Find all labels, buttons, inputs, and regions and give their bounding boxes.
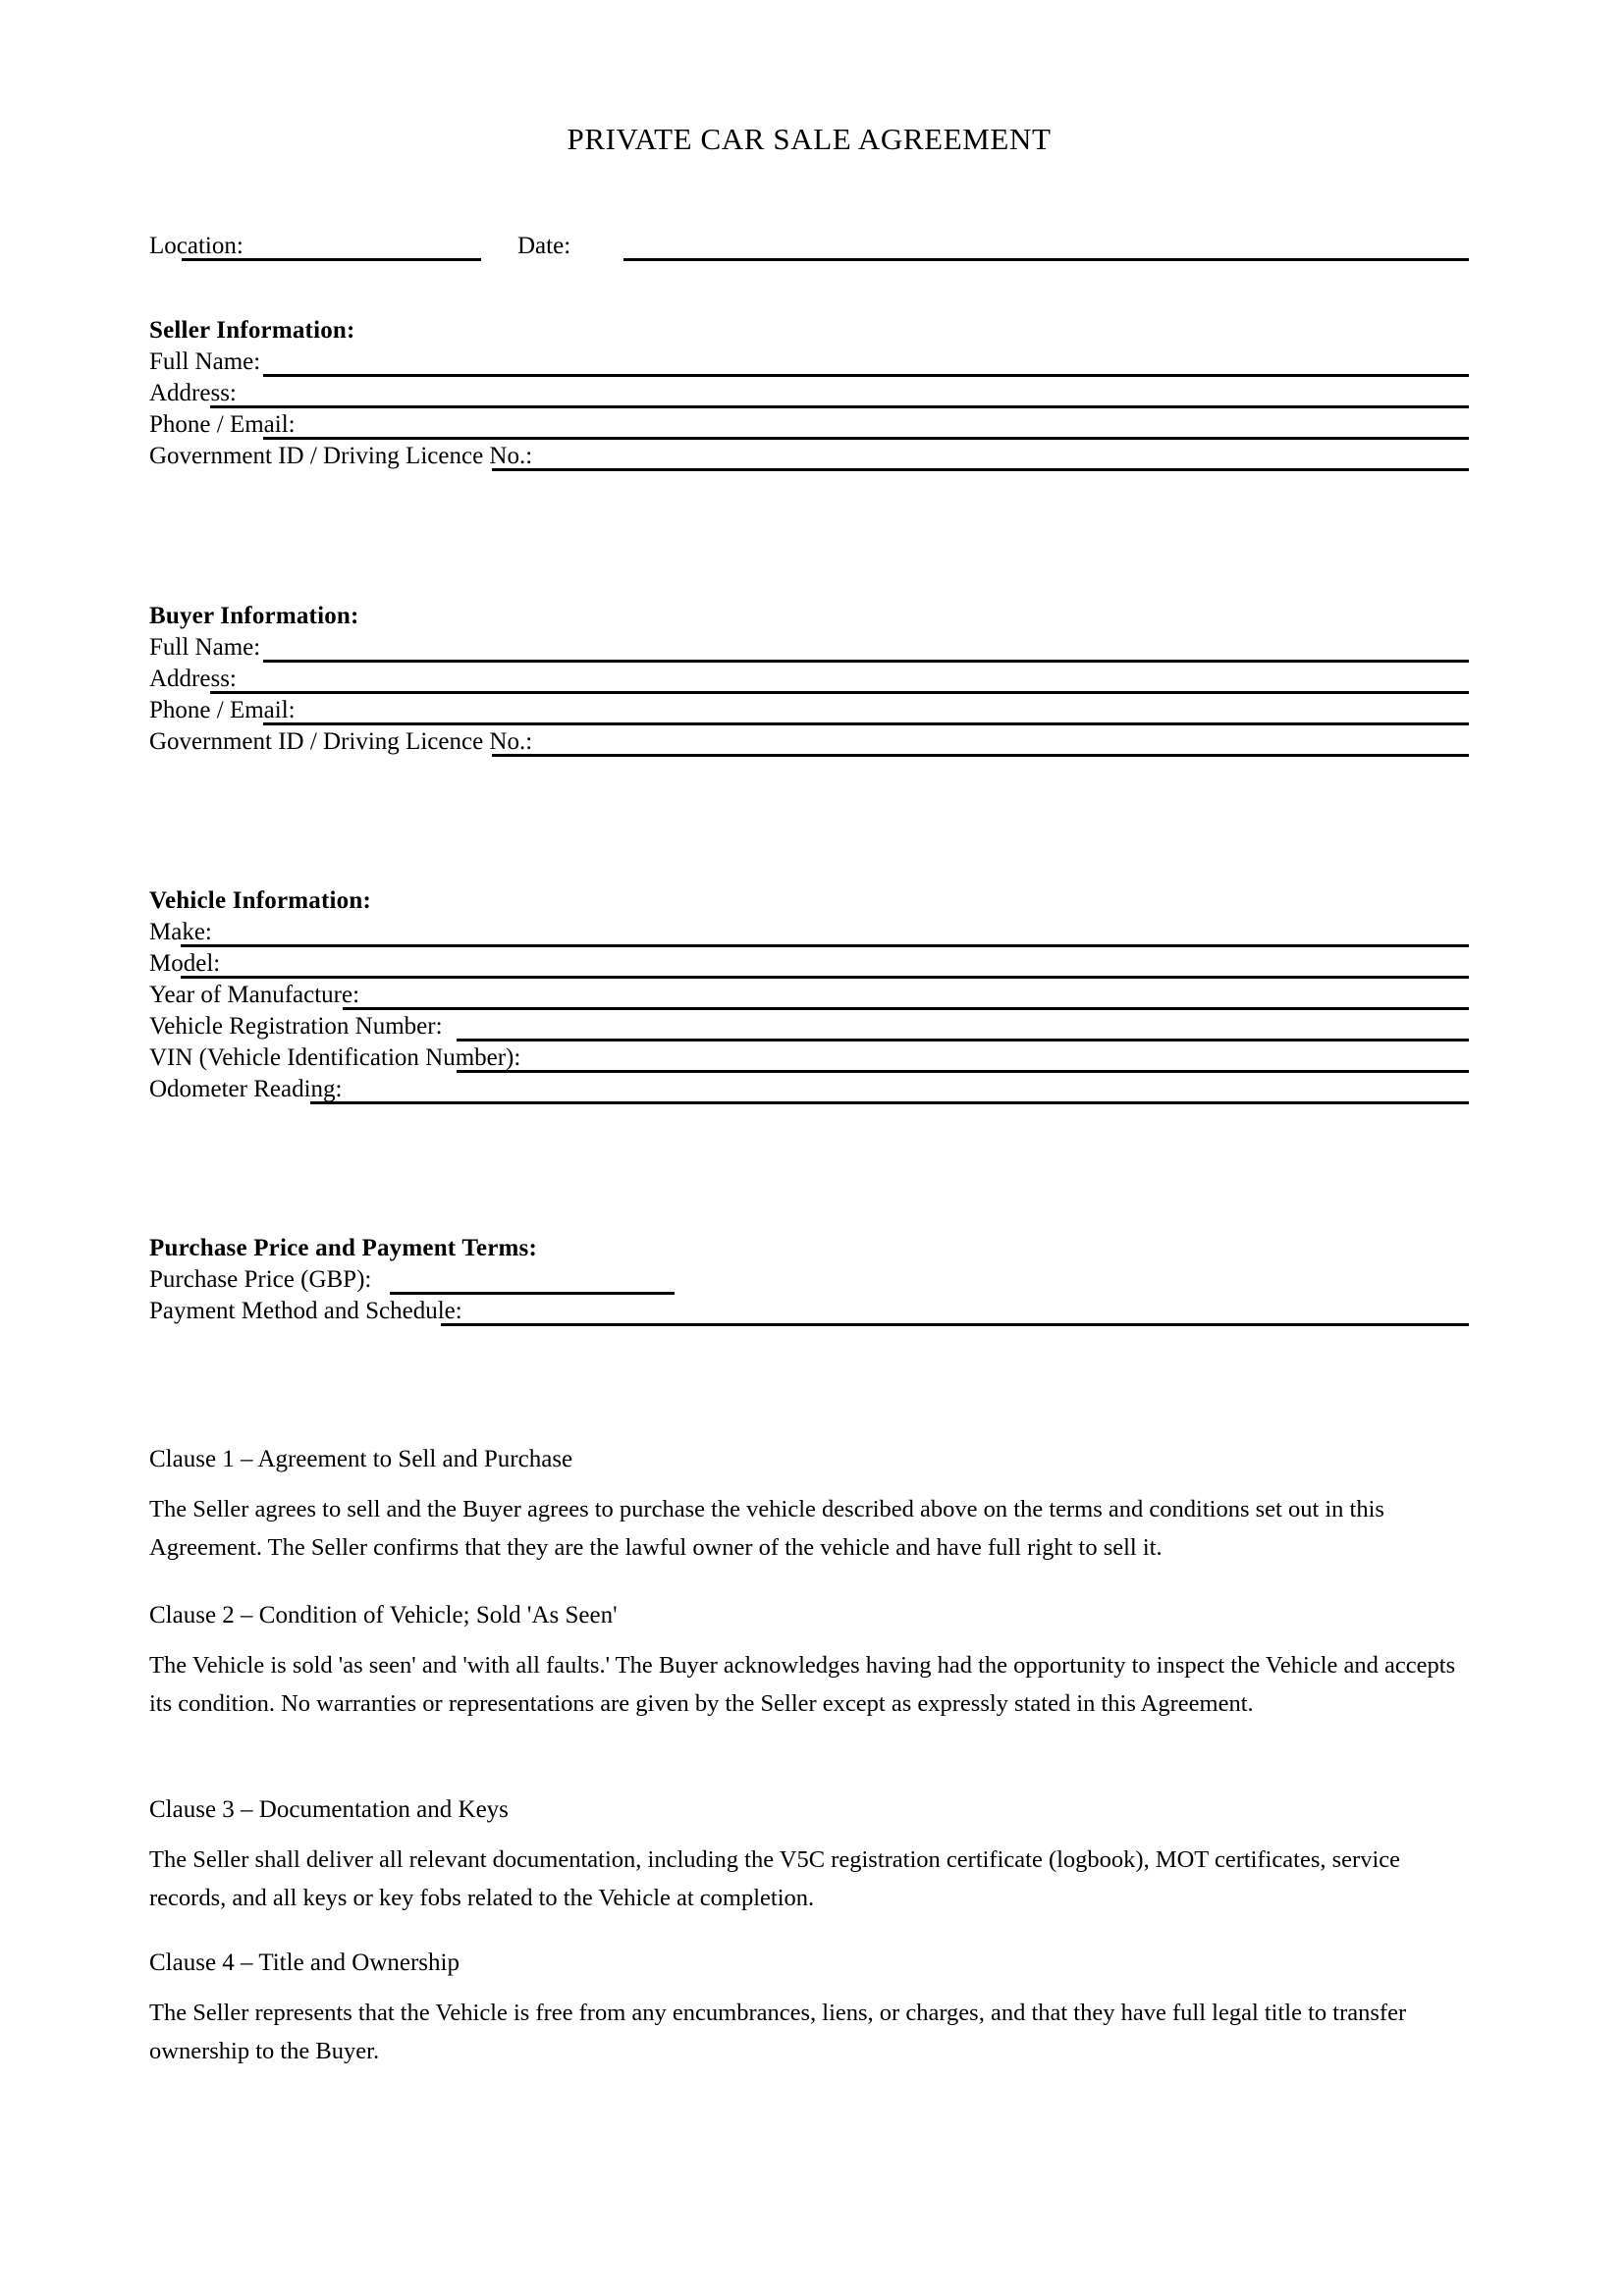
section-heading-vehicle: Vehicle Information: — [149, 887, 371, 914]
field-row-purchase-price — [149, 1265, 1469, 1297]
vehicle-registration-input-rule[interactable] — [457, 1039, 1469, 1041]
seller-full-name-label: Full Name: — [149, 348, 261, 375]
header-field-row — [149, 232, 1469, 263]
field-row-vehicle-make — [149, 918, 1469, 949]
purchase-price-label: Purchase Price (GBP): — [149, 1266, 372, 1293]
buyer-full-name-input-rule[interactable] — [263, 660, 1469, 663]
buyer-address-label: Address: — [149, 666, 237, 692]
field-row-buyer-phone-email — [149, 696, 1469, 727]
vehicle-vin-input-rule[interactable] — [457, 1070, 1469, 1073]
buyer-phone-email-input-rule[interactable] — [263, 722, 1469, 725]
vehicle-year-input-rule[interactable] — [343, 1007, 1469, 1010]
clause-1-body: The Seller agrees to sell and the Buyer agrees to purchase the vehicle described above on the terms and conditions set out in this Agreement. The Seller confirms that they are the lawful owner of the vehicle and have full right to sell it. — [149, 1496, 1384, 1561]
location-input-rule[interactable] — [182, 258, 481, 261]
vehicle-model-input-rule[interactable] — [181, 976, 1469, 979]
page-title: PRIVATE CAR SALE AGREEMENT — [567, 122, 1052, 156]
clause-4-heading: Clause 4 – Title and Ownership — [149, 1949, 460, 1976]
seller-address-label: Address: — [149, 380, 237, 406]
field-row-buyer-gov-id — [149, 727, 1469, 759]
buyer-full-name-label: Full Name: — [149, 634, 261, 661]
field-row-vehicle-registration — [149, 1012, 1469, 1043]
clause-2-body: The Vehicle is sold 'as seen' and 'with all faults.' The Buyer acknowledges having had the opportunity to inspect the Vehicle and accepts its condition. No warranties or representations are given by the Seller except as expressly stated in this Agreement. — [149, 1652, 1456, 1717]
seller-gov-id-input-rule[interactable] — [492, 468, 1469, 471]
field-row-seller-address — [149, 379, 1469, 410]
vehicle-odometer-input-rule[interactable] — [310, 1101, 1469, 1104]
seller-gov-id-label: Government ID / Driving Licence No.: — [149, 443, 533, 469]
vehicle-vin-label: VIN (Vehicle Identification Number): — [149, 1044, 521, 1071]
seller-address-input-rule[interactable] — [210, 405, 1469, 408]
buyer-gov-id-label: Government ID / Driving Licence No.: — [149, 728, 533, 755]
date-input-rule[interactable] — [623, 258, 1469, 261]
clause-2-heading: Clause 2 – Condition of Vehicle; Sold 'As Seen' — [149, 1602, 618, 1629]
vehicle-make-label: Make: — [149, 919, 212, 945]
document-content — [149, 0, 1469, 2296]
vehicle-model-label: Model: — [149, 950, 221, 977]
vehicle-odometer-label: Odometer Reading: — [149, 1076, 343, 1102]
field-row-buyer-full-name — [149, 633, 1469, 665]
vehicle-year-label: Year of Manufacture: — [149, 982, 360, 1008]
buyer-phone-email-label: Phone / Email: — [149, 697, 296, 723]
section-heading-seller: Seller Information: — [149, 317, 355, 344]
field-row-vehicle-year — [149, 981, 1469, 1012]
section-heading-purchase-terms: Purchase Price and Payment Terms: — [149, 1235, 537, 1261]
seller-phone-email-input-rule[interactable] — [263, 437, 1469, 440]
section-heading-buyer: Buyer Information: — [149, 603, 359, 629]
field-row-seller-phone-email — [149, 410, 1469, 442]
payment-method-label: Payment Method and Schedule: — [149, 1298, 462, 1324]
buyer-address-input-rule[interactable] — [210, 691, 1469, 694]
field-row-seller-gov-id — [149, 442, 1469, 473]
field-row-payment-method — [149, 1297, 1469, 1328]
field-row-buyer-address — [149, 665, 1469, 696]
location-label: Location: — [149, 233, 244, 259]
buyer-gov-id-input-rule[interactable] — [492, 754, 1469, 757]
field-row-vehicle-odometer — [149, 1075, 1469, 1106]
clause-3-heading: Clause 3 – Documentation and Keys — [149, 1796, 509, 1823]
clause-3-body: The Seller shall deliver all relevant documentation, including the V5C registration certificate (logbook), MOT certificates, service records, and all keys or key fobs related to the Vehicle at completion. — [149, 1846, 1401, 1911]
field-row-vehicle-vin — [149, 1043, 1469, 1075]
seller-full-name-input-rule[interactable] — [263, 374, 1469, 377]
date-label: Date: — [517, 233, 571, 259]
field-row-seller-full-name — [149, 347, 1469, 379]
seller-phone-email-label: Phone / Email: — [149, 411, 296, 438]
clause-1-heading: Clause 1 – Agreement to Sell and Purchase — [149, 1446, 573, 1472]
purchase-price-input-rule[interactable] — [390, 1292, 675, 1295]
vehicle-make-input-rule[interactable] — [181, 944, 1469, 947]
field-row-vehicle-model — [149, 949, 1469, 981]
clause-4-body: The Seller represents that the Vehicle is free from any encumbrances, liens, or charges, and that they have full legal title to transfer ownership to the Buyer. — [149, 2000, 1407, 2064]
vehicle-registration-label: Vehicle Registration Number: — [149, 1013, 443, 1040]
payment-method-input-rule[interactable] — [441, 1323, 1469, 1326]
